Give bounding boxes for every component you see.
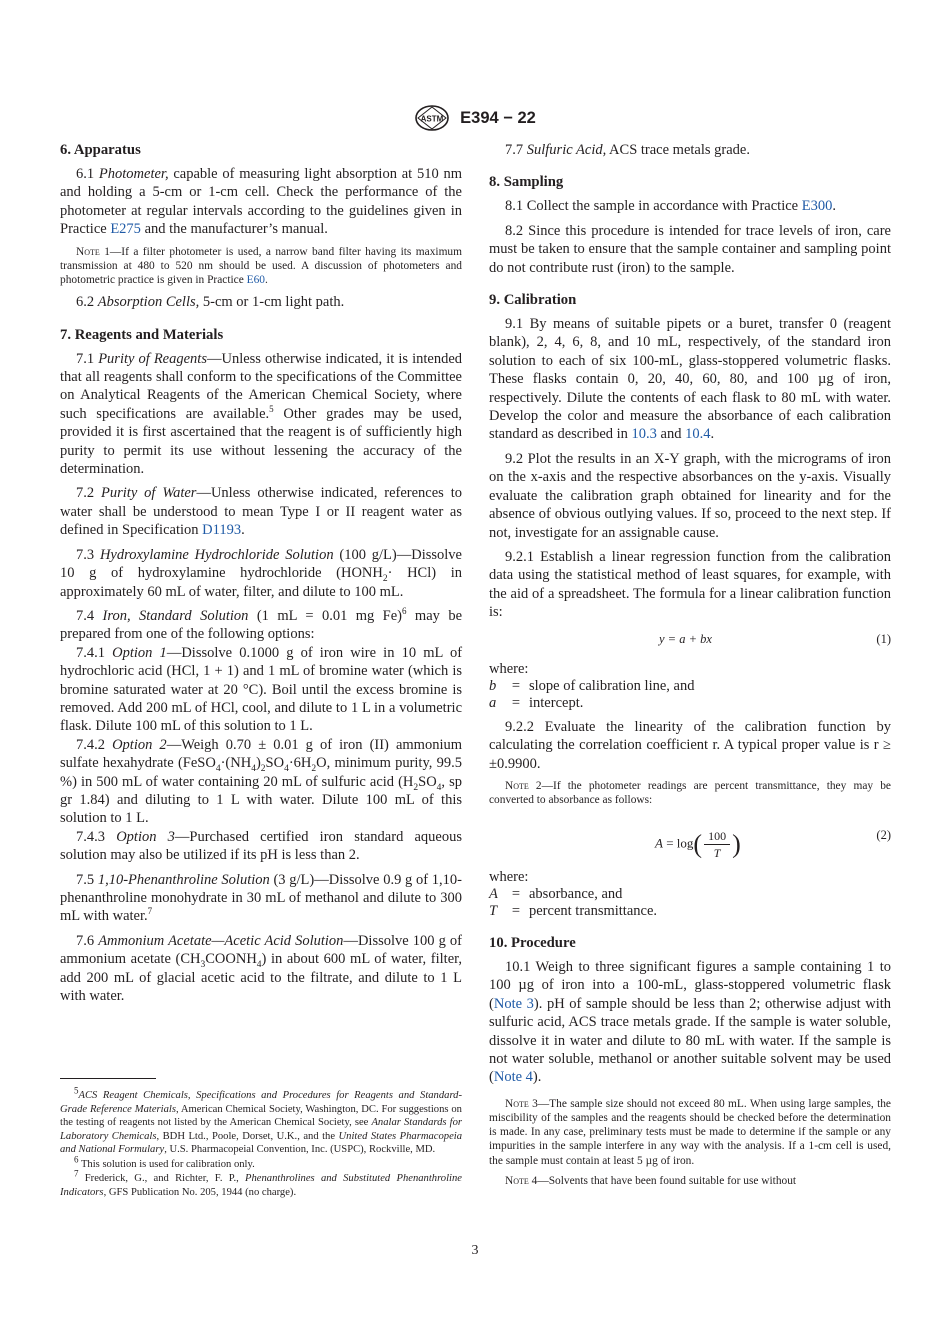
note-4: Note 4—Solvents that have been found suitable for use without	[505, 1174, 797, 1187]
svg-text:ASTM: ASTM	[420, 114, 444, 124]
equation-1	[489, 628, 891, 652]
where-label-1: where:	[489, 660, 529, 677]
link-note-3[interactable]: Note 3	[493, 995, 534, 1012]
note-1: Note 1—If a filter photometer is used, a narrow band filter having its maximum transmission at 480 to 520 nm should be used. A discussion of photometers and photometric practice is given in Practice E60.	[60, 245, 462, 287]
section-8-title: 8. Sampling	[489, 174, 564, 191]
para-9-2-2: 9.2.2 Evaluate the linearity of the calibration function by calculating the correlation coefficient r. A typical proper value is r ≥ ±0.9900.	[489, 718, 891, 772]
para-9-2: 9.2 Plot the results in an X-Y graph, with the micrograms of iron on the x-axis and the respective absorbances on the y-axis. Visually evaluate the calibration graph obtained for linearity and for the absence of obvious outlying values. If so, proceed to the next step. If not, investigate for an assignable cause.	[489, 450, 891, 541]
definition-T: T = percent transmittance.	[489, 902, 658, 919]
para-7-4: 7.4 Iron, Standard Solution (1 mL = 0.01 mg Fe)$^6$ may be prepared from one of the following options:	[60, 606, 463, 643]
link-e275[interactable]: E275	[110, 221, 141, 238]
link-10-4[interactable]: 10.4	[685, 426, 711, 443]
definition-b: b = slope of calibration line, and	[489, 677, 695, 694]
equation-2	[489, 814, 891, 860]
equation-2-fraction: $\frac{100}{T}$	[704, 828, 730, 861]
para-7-4-2: 7.4.2 Option 2—Weigh 0.70 ± 0.01 g of iron (II) ammonium sulfate hexahydrate ($FeSO_4\cdot(NH_4)_2SO_4\cdot 6H_2O$, minimum purity, 99.5 %) in 500 mL of water containing 20 mL of sulfuric acid ($H_2SO_4$, sp gr 1.84) and diluting to 1 L with water. Dilute 100 mL of this solution to 1 L.	[60, 736, 463, 827]
footnote-divider	[60, 1078, 156, 1079]
para-9-1: 9.1 By means of suitable pipets or a buret, transfer 0 (reagent blank), 2, 4, 6, 8, and 10 mL, respectively, of the standard iron solution to each of six 100-mL, glass-stoppered volumetric flasks. These flasks contain 0, 20, 40, 60, 80, and 100 µg of iron, respectively. Dilute the contents of each flask to 80 mL with water. Develop the color and measure the absorbance of each calibration standard as described in 10.3 and 10.4.	[489, 316, 891, 443]
equation-1-number: (1)	[876, 631, 891, 646]
note-2: Note 2—If the photometer readings are percent transmittance, they may be converted to absorbance as follows:	[489, 780, 891, 807]
section-9-title: 9. Calibration	[489, 292, 577, 309]
footnote-6: $^6$ This solution is used for calibration only.	[74, 1153, 255, 1170]
para-8-2: 8.2 Since this procedure is intended for trace levels of iron, care must be taken to ensure that the sample container and sampling point do not contribute rust (iron) to the sample.	[489, 222, 891, 276]
link-10-3[interactable]: 10.3	[631, 426, 657, 443]
link-note-4[interactable]: Note 4	[493, 1069, 533, 1086]
para-7-6: 7.6 Ammonium Acetate—Acetic Acid Solution—Dissolve 100 g of ammonium acetate $(CH_3COONH_4)$ in about 600 mL of water, filter, add 200 mL of glacial acetic acid to the filtrate, and dilute to 1 L with water.	[60, 932, 463, 1005]
para-10-1: 10.1 Weigh to three significant figures a sample containing 1 to 100 µg of iron into a 100-mL, glass-stoppered volumetric flask (Note 3). pH of sample should be less than 2; otherwise adjust with sulfuric acid, ACS trace metals grade. If the sample is water soluble, dissolve it in water and dilute to 80 mL with water. If the sample is not water soluble, methanol or another suitable solvent may be used (Note 4).	[489, 958, 891, 1086]
page-number: 3	[471, 1243, 479, 1258]
para-7-3: 7.3 Hydroxylamine Hydrochloride Solution (100 g/L)—Dissolve 10 g of hydroxylamine hydrochloride $(HONH_2\cdot HCl)$ in approximately 60 mL of water, filter, and dilute to 100 mL.	[60, 546, 462, 600]
para-7-7: 7.7 Sulfuric Acid, ACS trace metals grade.	[505, 142, 750, 158]
footnote-5: $^5$ACS Reagent Chemicals, Specifications and Procedures for Reagents and Standard-Grade Reference Materials, American Chemical Society, Washington, DC. For suggestions on the testing of reagents not listed by the American Chemical Society, see Analar Standards for Laboratory Chemicals, BDH Ltd., Poole, Dorset, U.K., and the United States Pharmacopeia and National Formulary, U.S. Pharmacopeial Convention, Inc. (USPC), Rockville, MD.	[60, 1085, 463, 1155]
para-7-4-1: 7.4.1 Option 1—Dissolve 0.1000 g of iron wire in 10 mL of hydrochloric acid (HCl, 1 + 1) and 1 mL of bromine water (which is bromine saturated water at 20 °C). Boil until the excess bromine is removed. Add 200 mL of HCl, cool, and dilute to 1 L in a volumetric flask. Dilute 100 mL of this solution to 1 L.	[60, 644, 463, 735]
para-8-1: 8.1 Collect the sample in accordance with Practice E300.	[505, 198, 836, 215]
para-7-4-3: 7.4.3 Option 3—Purchased certified iron standard aqueous solution may also be utilized if its pH is less than 2.	[60, 828, 463, 864]
definition-a: a = intercept.	[489, 694, 584, 711]
para-7-1: 7.1 Purity of Reagents—Unless otherwise indicated, it is intended that all reagents shall conform to the specifications of the Committee on Analytical Reagents of the American Chemical Society, where such specifications are available.$^5$ Other grades may be used, provided it is first ascertained that the reagent is of sufficiently high purity to permit its use without lessening the accuracy of the determination.	[60, 350, 463, 478]
para-7-2: 7.2 Purity of Water—Unless otherwise indicated, references to water shall be understood to mean Type I or II reagent water as defined in Specification D1193.	[60, 485, 462, 539]
para-7-5: 7.5 1,10-Phenanthroline Solution (3 g/L)—Dissolve 0.9 g of 1,10-phenanthroline monohydrate in 30 mL of methanol and dilute to 300 mL with water.$^7$	[60, 871, 462, 925]
page-header	[0, 104, 950, 132]
para-6-1: 6.1 Photometer, capable of measuring light absorption at 510 nm and holding a 5-cm or 1-cm cell. Check the performance of the photometer at regular intervals according to the guidelines given in Practice E275 and the manufacturer’s manual.	[60, 166, 463, 238]
para-6-2: 6.2 Absorption Cells, 5-cm or 1-cm light path.	[76, 294, 345, 311]
left-column	[60, 141, 462, 1005]
equation-2-body: A = log( $\frac{100}{T}$ )	[655, 828, 741, 860]
astm-logo-icon	[414, 104, 450, 132]
link-e300[interactable]: E300	[801, 198, 833, 215]
note-3: Note 3—The sample size should not exceed 80 mL. When using large samples, the miscibility of the samples and the reagents should be checked before the determination is made. In any case, preliminary tests must be made to determine if the sample or any impurities in the sample interfere in any way with the analysis. If a 1-cm cell is used, the sample must contain at least 5 µg of iron.	[489, 1097, 891, 1167]
link-e60[interactable]: E60	[246, 274, 265, 287]
right-column	[489, 141, 891, 1194]
equation-1-body: y = a + bx	[659, 631, 712, 646]
section-6-title: 6. Apparatus	[60, 142, 141, 158]
para-9-2-1: 9.2.1 Establish a linear regression function from the calibration data using the statistical method of least squares, for example, with the aid of a spreadsheet. The formula for a linear calibration function is:	[489, 548, 891, 621]
definition-A: A = absorbance, and	[489, 885, 623, 902]
section-10-title: 10. Procedure	[489, 934, 576, 951]
link-d1193[interactable]: D1193	[202, 522, 242, 539]
footnote-7: $^7$ Frederick, G., and Richter, F. P., Phenanthrolines and Substituted Phenanthroline Indicators, GFS Publication No. 205, 1944 (no charge).	[60, 1168, 462, 1198]
where-label-2: where:	[489, 868, 529, 885]
section-7-title: 7. Reagents and Materials	[60, 326, 224, 343]
document-id: E394 − 22	[460, 108, 536, 127]
equation-2-number: (2)	[876, 827, 891, 842]
footnotes	[60, 1078, 462, 1200]
